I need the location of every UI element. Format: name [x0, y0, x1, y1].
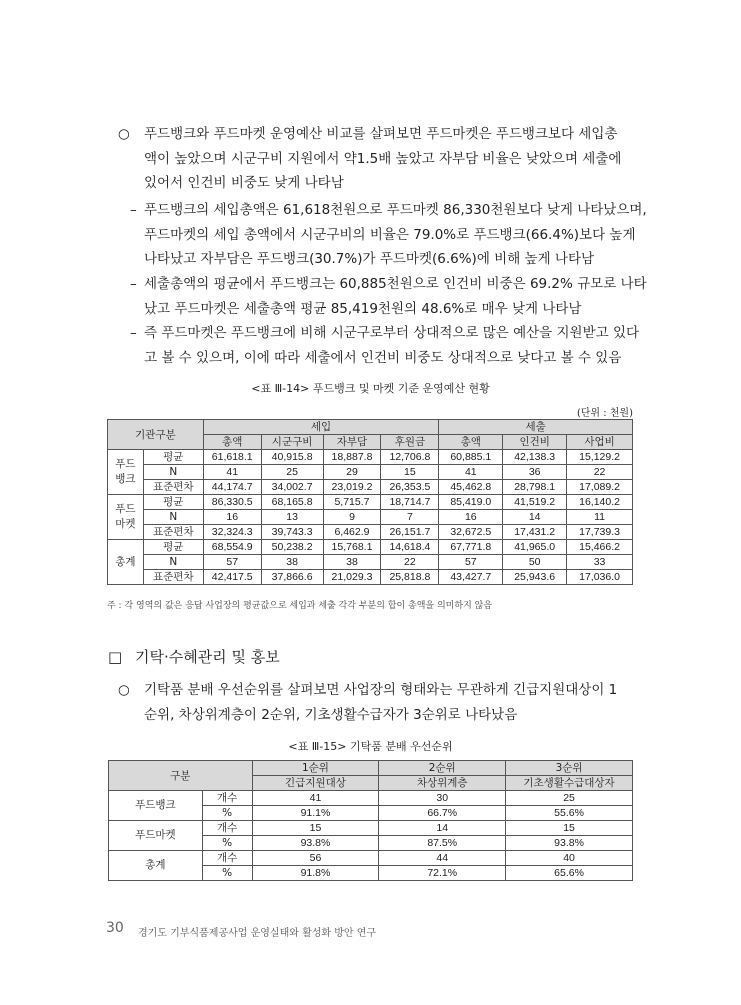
dash-bullet: –	[130, 276, 137, 292]
table-cell: 33	[567, 555, 633, 570]
stat-label: %	[202, 866, 252, 881]
table-cell: 44	[379, 851, 506, 866]
table-row	[108, 495, 633, 510]
table-cell: 15	[506, 821, 633, 836]
table-row	[109, 821, 633, 836]
dash-bullet: –	[130, 202, 137, 218]
section1-sub3	[144, 321, 639, 370]
stat-label: %	[202, 806, 252, 821]
table-row	[108, 540, 633, 555]
text-line: 기탁품 분배 우선순위를 살펴보면 사업장의 형태와는 무관하게 긴급지원대상이 1	[144, 682, 618, 698]
text-line: 푸드뱅크와 푸드마켓 운영예산 비교를 살펴보면 푸드마켓은 푸드뱅크보다 세입총	[144, 126, 618, 142]
table-row	[109, 791, 633, 806]
table2-corner: 구분	[109, 761, 253, 791]
stat-label: 평균	[143, 540, 203, 555]
table-row	[108, 510, 633, 525]
stat-label: N	[143, 465, 203, 480]
col-header: 자부담	[323, 435, 381, 450]
table-row	[108, 555, 633, 570]
table-cell: 9	[323, 510, 381, 525]
text-line: 즉 푸드마켓은 푸드뱅크에 비해 시군구로부터 상대적으로 많은 예산을 지원받고 있다	[144, 325, 640, 341]
table-cell: 12,706.8	[381, 450, 439, 465]
table-cell: 42,138.3	[503, 450, 567, 465]
table-cell: 14,618.4	[381, 540, 439, 555]
section1-sub2	[144, 272, 647, 321]
stat-label: 개수	[202, 851, 252, 866]
text-line: 있어서 인건비 비중도 낮게 나타남	[144, 175, 344, 191]
section2-heading	[108, 646, 280, 667]
stat-label: %	[202, 836, 252, 851]
table-cell: 40,915.8	[261, 450, 323, 465]
table-cell: 7	[381, 510, 439, 525]
table-cell: 23,019.2	[323, 480, 381, 495]
table-cell: 93.8%	[252, 836, 379, 851]
table-cell: 15	[252, 821, 379, 836]
row-group-label: 푸드 마켓	[108, 495, 144, 540]
table-cell: 41,519.2	[503, 495, 567, 510]
table-cell: 28,798.1	[503, 480, 567, 495]
col-header: 총액	[439, 435, 503, 450]
col-header: 사업비	[567, 435, 633, 450]
priority-table	[108, 760, 633, 881]
row-group-label: 총계	[109, 851, 203, 881]
table-cell: 41	[252, 791, 379, 806]
table-cell: 25	[506, 791, 633, 806]
row-group-label: 푸드뱅크	[109, 791, 203, 821]
table1-corner: 기관구분	[108, 420, 204, 450]
table-cell: 50,238.2	[261, 540, 323, 555]
table-row	[108, 450, 633, 465]
table-cell: 14	[379, 821, 506, 836]
bullet-circle: ○	[118, 682, 130, 698]
dash-bullet: –	[130, 325, 137, 341]
table-cell: 42,417.5	[203, 570, 261, 585]
rank-header: 1순위	[252, 761, 379, 776]
stat-label: 평균	[143, 450, 203, 465]
table-cell: 57	[439, 555, 503, 570]
table-cell: 41,965.0	[503, 540, 567, 555]
target-header: 긴급지원대상	[252, 776, 379, 791]
stat-label: 표준편차	[143, 570, 203, 585]
table-cell: 50	[503, 555, 567, 570]
table1-caption: <표 Ⅲ-14> 푸드뱅크 및 마켓 기준 운영예산 현황	[251, 382, 490, 395]
col-header: 인건비	[503, 435, 567, 450]
table1-body	[108, 450, 633, 585]
table-cell: 91.1%	[252, 806, 379, 821]
text-line: 고 볼 수 있으며, 이에 따라 세출에서 인건비 비중도 상대적으로 낮다고 볼 수 있음	[144, 349, 622, 366]
table-row	[108, 570, 633, 585]
table-row	[108, 465, 633, 480]
table2-body	[109, 791, 633, 881]
table-cell: 5,715.7	[323, 495, 381, 510]
row-group-label: 총계	[108, 540, 144, 585]
table-cell: 43,427.7	[439, 570, 503, 585]
table-cell: 38	[323, 555, 381, 570]
table-cell: 15,768.1	[323, 540, 381, 555]
table-cell: 30	[379, 791, 506, 806]
row-group-label: 푸드마켓	[109, 821, 203, 851]
table-cell: 17,036.0	[567, 570, 633, 585]
table-cell: 68,165.8	[261, 495, 323, 510]
stat-label: N	[143, 510, 203, 525]
table1-group-revenue: 세입	[203, 420, 439, 435]
table-cell: 15,466.2	[567, 540, 633, 555]
section2-heading-text: 기탁·수혜관리 및 홍보	[134, 648, 280, 666]
table-cell: 15	[381, 465, 439, 480]
table-cell: 72.1%	[379, 866, 506, 881]
text-line: 났고 푸드마켓은 세출총액 평균 85,419천원의 48.6%로 매우 낮게 나타남	[144, 300, 582, 317]
table-cell: 14	[503, 510, 567, 525]
stat-label: 개수	[202, 821, 252, 836]
table-cell: 66.7%	[379, 806, 506, 821]
text-line: 액이 높았으며 시군구비 지원에서 약1.5배 높았고 자부담 비율은 낮았으며 세출에	[144, 150, 622, 167]
page-number: 30	[106, 920, 124, 936]
table-cell: 93.8%	[506, 836, 633, 851]
table-cell: 40	[506, 851, 633, 866]
text-line: 나타났고 자부담은 푸드뱅크(30.7%)가 푸드마켓(6.6%)에 비해 높게 나타남	[144, 251, 595, 267]
table-cell: 13	[261, 510, 323, 525]
table-cell: 85,419.0	[439, 495, 503, 510]
table1-note: 주 : 각 영역의 값은 응답 사업장의 평균값으로 세입과 세출 각각 부분의 합이 총액을 의미하지 않음	[107, 601, 493, 611]
table-row	[108, 480, 633, 495]
table2-caption: <표 Ⅲ-15> 기탁품 분배 우선순위	[288, 740, 453, 753]
table-cell: 11	[567, 510, 633, 525]
col-header: 시군구비	[261, 435, 323, 450]
table-cell: 32,324.3	[203, 525, 261, 540]
square-bullet: □	[108, 648, 123, 666]
rank-header: 2순위	[379, 761, 506, 776]
table-cell: 91.8%	[252, 866, 379, 881]
row-group-label: 푸드 뱅크	[108, 450, 144, 495]
table-cell: 16	[439, 510, 503, 525]
col-header: 총액	[203, 435, 261, 450]
table-cell: 60,885.1	[439, 450, 503, 465]
section1-main-paragraph	[144, 122, 621, 196]
table-cell: 61,618.1	[203, 450, 261, 465]
stat-label: N	[143, 555, 203, 570]
stat-label: 평균	[143, 495, 203, 510]
table-cell: 16,140.2	[567, 495, 633, 510]
stat-label: 표준편차	[143, 480, 203, 495]
text-line: 순위, 차상위계층이 2순위, 기초생활수급자가 3순위로 나타났음	[144, 706, 518, 723]
table-cell: 22	[381, 555, 439, 570]
rank-header: 3순위	[506, 761, 633, 776]
table-cell: 56	[252, 851, 379, 866]
text-line: 세출총액의 평균에서 푸드뱅크는 60,885천원으로 인건비 비중은 69.2% 규모로 나타	[144, 276, 647, 292]
target-header: 기초생활수급대상자	[506, 776, 633, 791]
table-cell: 36	[503, 465, 567, 480]
stat-label: 개수	[202, 791, 252, 806]
table-cell: 29	[323, 465, 381, 480]
table1-unit: (단위 : 천원)	[576, 408, 633, 419]
table-cell: 45,462.8	[439, 480, 503, 495]
text-line: 푸드마켓의 세입 총액에서 시군구비의 비율은 79.0%로 푸드뱅크(66.4%)보다 높게	[144, 226, 636, 243]
table-cell: 18,714.7	[381, 495, 439, 510]
section1-sub1	[144, 198, 647, 272]
table-cell: 22	[567, 465, 633, 480]
table-row	[108, 525, 633, 540]
table-cell: 44,174.7	[203, 480, 261, 495]
table-cell: 17,739.3	[567, 525, 633, 540]
table-cell: 26,151.7	[381, 525, 439, 540]
bullet-circle: ○	[118, 126, 130, 142]
table-cell: 65.6%	[506, 866, 633, 881]
table-cell: 18,887.8	[323, 450, 381, 465]
table-cell: 37,866.6	[261, 570, 323, 585]
table-row	[109, 851, 633, 866]
table-cell: 17,431.2	[503, 525, 567, 540]
table-cell: 26,353.5	[381, 480, 439, 495]
table-cell: 41	[203, 465, 261, 480]
table-cell: 41	[439, 465, 503, 480]
table-cell: 25	[261, 465, 323, 480]
stat-label: 표준편차	[143, 525, 203, 540]
table-cell: 25,818.8	[381, 570, 439, 585]
table-cell: 38	[261, 555, 323, 570]
table-cell: 17,089.2	[567, 480, 633, 495]
table1-group-expense: 세출	[439, 420, 633, 435]
table-cell: 32,672.5	[439, 525, 503, 540]
table-cell: 16	[203, 510, 261, 525]
table-cell: 39,743.3	[261, 525, 323, 540]
budget-table	[107, 419, 633, 585]
table-cell: 67,771.8	[439, 540, 503, 555]
table-cell: 15,129.2	[567, 450, 633, 465]
table-cell: 86,330.5	[203, 495, 261, 510]
table-cell: 21,029.3	[323, 570, 381, 585]
table-cell: 34,002.7	[261, 480, 323, 495]
table-cell: 57	[203, 555, 261, 570]
text-line: 푸드뱅크의 세입총액은 61,618천원으로 푸드마켓 86,330천원보다 낮게 나타났으며,	[144, 202, 647, 218]
table-cell: 55.6%	[506, 806, 633, 821]
table-cell: 6,462.9	[323, 525, 381, 540]
col-header: 후원금	[381, 435, 439, 450]
table-cell: 25,943.6	[503, 570, 567, 585]
table-cell: 87.5%	[379, 836, 506, 851]
target-header: 차상위계층	[379, 776, 506, 791]
section2-main-paragraph	[144, 678, 617, 727]
table-cell: 68,554.9	[203, 540, 261, 555]
footer-title: 경기도 기부식품제공사업 운영실태와 활성화 방안 연구	[138, 928, 377, 939]
